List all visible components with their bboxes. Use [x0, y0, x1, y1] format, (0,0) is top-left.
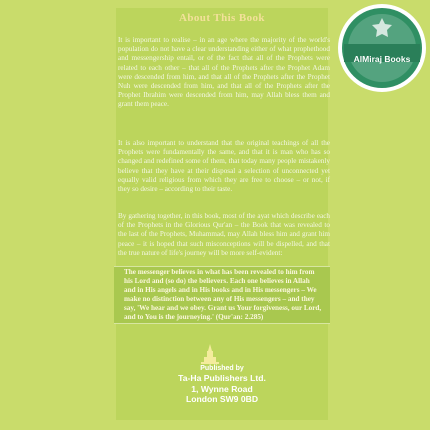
paragraph-2: It is also important to understand that the original teachings of all the Prophets were fundamentally the same, and that it is man who has so changed and redefined some of them, that today many people mistakenly believe that they have at their disposal a selection of unconnected yet equally valid religious from which they are free to choose – or not, if they so desire – according to their taste.: [118, 139, 330, 194]
quran-quote: The messenger believes in what has been revealed to him from his Lord and (so do) the believers. Each one believes in Allah and in His angels and in His books and in His messengers – We make no distinction between any of His messengers – and they say, 'We hear and we obey. Grant us Your forgiveness, our Lord, and to You is the journeying.' (Qur'an: 2.285): [124, 268, 322, 322]
published-by-label: Published by: [200, 365, 244, 372]
publisher-address-1: 1, Wynne Road: [191, 383, 253, 394]
almiraj-books-badge-icon: [334, 0, 430, 96]
badge-label: AlMiraj Books: [353, 54, 411, 64]
cover-title: About This Book: [179, 12, 265, 24]
paragraph-3: By gathering together, in this book, most of the ayat which describe each of the Prophets in the Glorious Qur'an – the Book that was revealed to the last of the Prophets, Muhammad, may Allah bless him and grant him peace – it is hoped that such misconceptions will be dispelled, and that the true nature of life's journey will be more self-evident:: [118, 212, 330, 257]
publisher-address-2: London SW9 0BD: [185, 394, 259, 405]
paragraph-1: It is important to realise – in an age where the majority of the world's population do not have a clear understanding either of what prophethood and messengership entail, or of the fact that all of the Prophets were related to each other – that all of the Prophets after the Prophet Adam were descended from him, and that all of the Prophets after the Prophet Nuh were descended from him, and that all of the Prophets after the Prophet Ibrahim were descended from him, may Allah bless them and grant them peace.: [118, 36, 330, 109]
publisher-name: Ta-Ha Publishers Ltd.: [178, 373, 266, 383]
publisher-info: [116, 364, 328, 405]
publisher-logo-icon: [198, 342, 222, 366]
